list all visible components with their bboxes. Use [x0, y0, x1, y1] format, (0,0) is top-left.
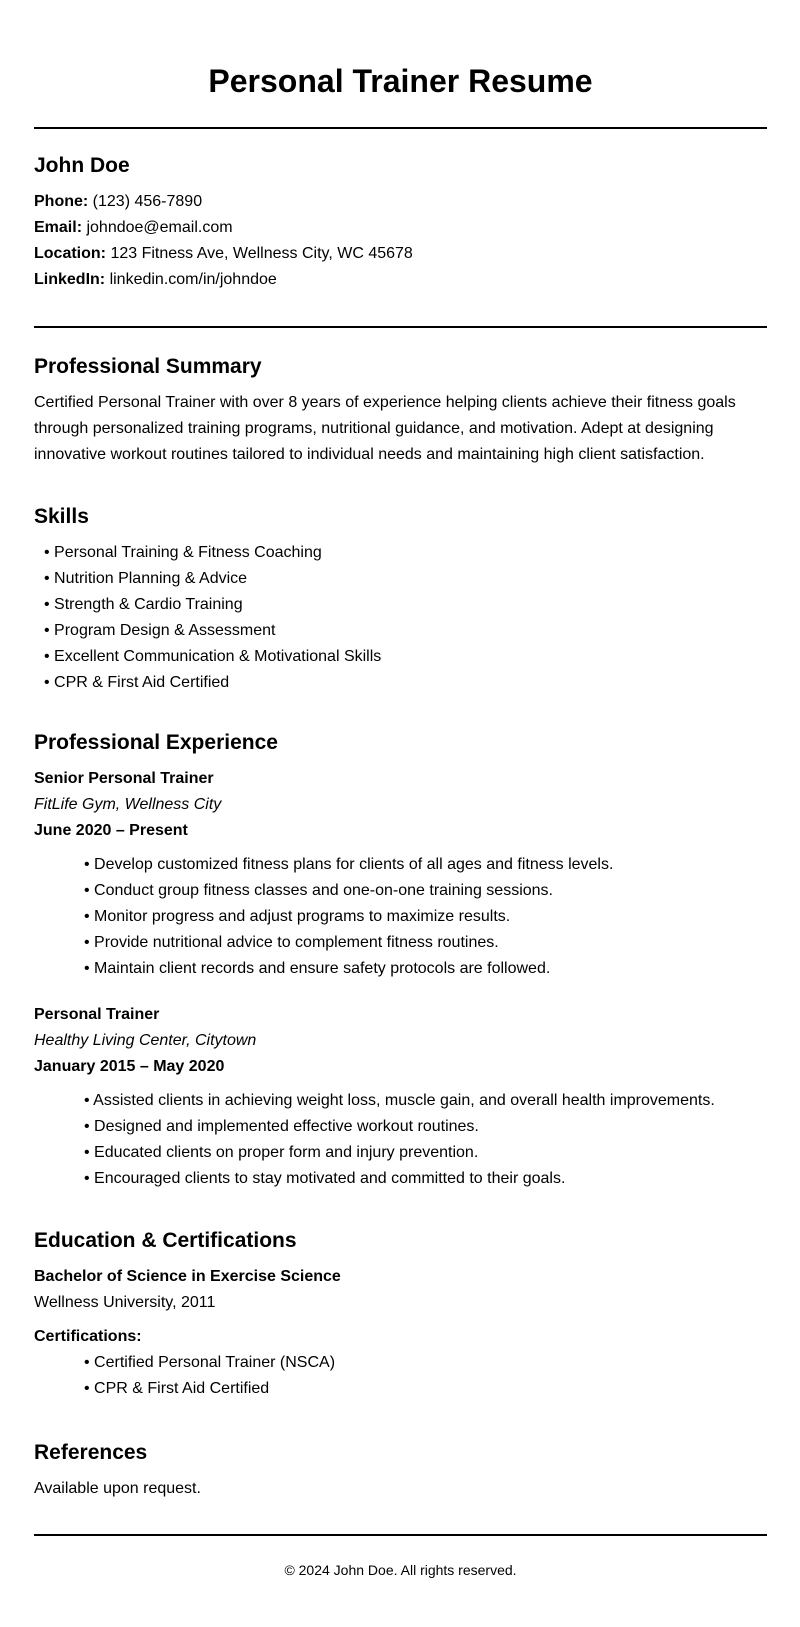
references-section [34, 1440, 767, 1502]
duty-item: • Educated clients on proper form and injury prevention. [84, 1144, 479, 1161]
phone-value: (123) 456-7890 [92, 193, 203, 210]
degree: Bachelor of Science in Exercise Science [34, 1268, 341, 1285]
references-text: Available upon request. [34, 1480, 201, 1497]
contact-email [34, 215, 767, 241]
linkedin-value: linkedin.com/in/johndoe [109, 271, 277, 288]
summary-section [34, 354, 767, 468]
header-divider [34, 127, 767, 129]
duty-item: • Encouraged clients to stay motivated and committed to their goals. [84, 1170, 566, 1187]
education-heading: Education & Certifications [34, 1229, 297, 1252]
certifications-list [34, 1350, 767, 1402]
skills-section [34, 504, 767, 696]
contact-linkedin [34, 267, 767, 293]
page-title: Personal Trainer Resume [208, 63, 593, 99]
contact-name: John Doe [34, 154, 130, 177]
location-value: 123 Fitness Ave, Wellness City, WC 45678 [110, 245, 413, 262]
summary-text: Certified Personal Trainer with over 8 years of experience helping clients achieve their fitness goals through personalized training programs, nutritional guidance, and motivation. Adept at designing innovative workout routines tailored to individual needs and maintaining high client satisfaction. [34, 394, 736, 463]
cert-item: • Certified Personal Trainer (NSCA) [84, 1354, 336, 1371]
job-duties [34, 1088, 767, 1192]
experience-heading: Professional Experience [34, 731, 278, 754]
summary-heading: Professional Summary [34, 355, 262, 378]
job-org: Healthy Living Center, Citytown [34, 1032, 257, 1049]
email-label: Email: [34, 219, 83, 236]
job-duties [34, 852, 767, 982]
job-org: FitLife Gym, Wellness City [34, 796, 222, 813]
linkedin-label: LinkedIn: [34, 271, 106, 288]
contact-divider [34, 326, 767, 328]
skill-item: • Excellent Communication & Motivational Skills [44, 648, 382, 665]
job-dates: January 2015 – May 2020 [34, 1058, 225, 1075]
contact-phone [34, 189, 767, 215]
cert-item: • CPR & First Aid Certified [84, 1380, 270, 1397]
duty-item: • Assisted clients in achieving weight loss, muscle gain, and overall health improvements. [84, 1092, 715, 1109]
school: Wellness University, 2011 [34, 1294, 216, 1311]
duty-item: • Conduct group fitness classes and one-on-one training sessions. [84, 882, 553, 899]
job-title: Personal Trainer [34, 1006, 160, 1023]
footer-divider [34, 1534, 767, 1536]
footer-text: © 2024 John Doe. All rights reserved. [284, 1562, 517, 1578]
skills-heading: Skills [34, 505, 89, 528]
experience-section [34, 730, 767, 1192]
contact-section [34, 153, 767, 293]
duty-item: • Maintain client records and ensure safety protocols are followed. [84, 960, 551, 977]
certifications-label: Certifications: [34, 1328, 142, 1345]
job-title: Senior Personal Trainer [34, 770, 214, 787]
duty-item: • Monitor progress and adjust programs to maximize results. [84, 908, 511, 925]
duty-item: • Designed and implemented effective workout routines. [84, 1118, 479, 1135]
job-entry [34, 766, 767, 982]
skill-item: • Program Design & Assessment [44, 622, 276, 639]
skill-item: • Personal Training & Fitness Coaching [44, 544, 322, 561]
location-label: Location: [34, 245, 106, 262]
email-value: johndoe@email.com [86, 219, 233, 236]
job-entry [34, 1002, 767, 1192]
skill-item: • Strength & Cardio Training [44, 596, 243, 613]
contact-location [34, 241, 767, 267]
education-section [34, 1228, 767, 1402]
phone-label: Phone: [34, 193, 89, 210]
skill-item: • Nutrition Planning & Advice [44, 570, 248, 587]
duty-item: • Develop customized fitness plans for clients of all ages and fitness levels. [84, 856, 614, 873]
skills-list [34, 540, 767, 696]
job-dates: June 2020 – Present [34, 822, 188, 839]
skill-item: • CPR & First Aid Certified [44, 674, 230, 691]
duty-item: • Provide nutritional advice to complement fitness routines. [84, 934, 499, 951]
references-heading: References [34, 1441, 148, 1464]
